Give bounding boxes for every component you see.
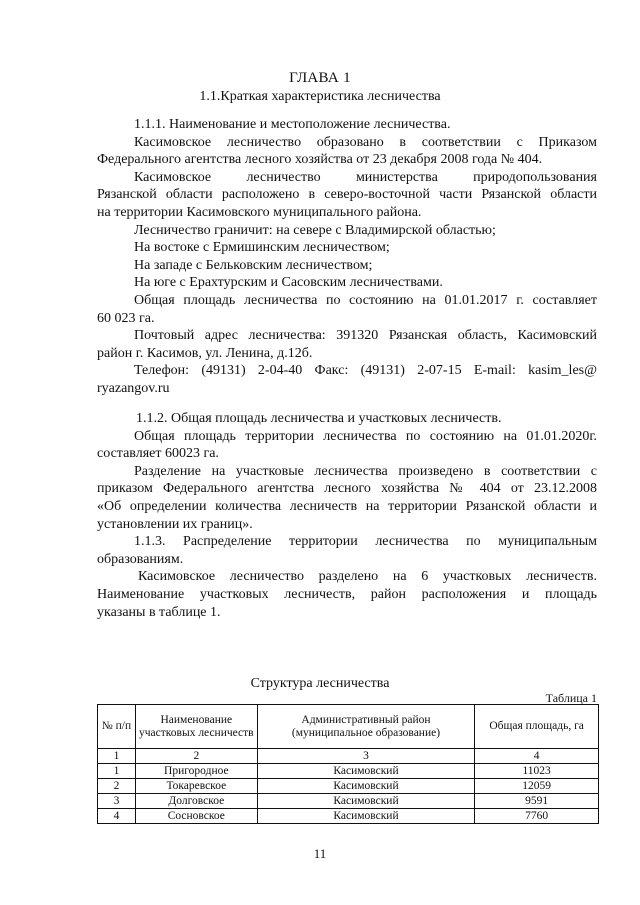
table-cell: Долговское [135,794,257,809]
paragraph-heading: 1.1.3. Распределение территории лесничества по муниципальным [134,534,597,550]
table-cell: 4 [475,749,599,764]
column-header-name: Наименование участковых лесничеств [135,705,257,749]
table-title: Структура лесничества [250,676,390,691]
text-line: Разделение на участковые лесничества произведено в соответствии с [134,463,597,479]
text-line: Лесничество граничит: на севере с Владимирской областью; [134,222,496,238]
table-cell: 2 [98,779,136,794]
text-line: На востоке с Ермишинским лесничеством; [134,240,390,256]
table-header-row [98,705,599,749]
table-row [98,779,599,794]
table-cell: 3 [257,749,475,764]
table-cell: Сосновское [135,809,257,824]
table-row [98,794,599,809]
text-line: Касимовское лесничество разделено на 6 участковых лесничеств. [138,569,597,585]
table-cell: Касимовский [257,764,475,779]
email-continuation: ryazangov.ru [97,380,170,396]
text-line: Касимовское лесничество министерства природопользования [134,169,597,185]
table-cell: Касимовский [257,779,475,794]
text-line: Наименование участковых лесничеств, район расположения и площадь [97,586,597,602]
text-line: Федерального агентства лесного хозяйства от 23 декабря 2008 года № 404. [97,152,543,168]
text-line: 60 023 га. [97,310,155,326]
table-row [98,764,599,779]
page-number: 11 [313,846,327,861]
contact-phones: Телефон: (49131) 2-04-40 Факс: (49131) 2-07-15 E-mail: kasim_les@ [134,363,597,379]
text-line: На западе с Бельковским лесничеством; [134,257,373,273]
table-cell: Токаревское [135,779,257,794]
paragraph-heading: 1.1.2. Общая площадь лесничества и участковых лесничеств. [136,411,502,426]
text-line: На юге с Ерахтурским и Сасовским лесничествами. [134,275,443,291]
text-line: Общая площадь лесничества по состоянию на 01.01.2017 г. составляет [134,292,597,308]
structure-table [97,704,599,824]
section-1-1-2 [97,410,597,621]
text-line: составляет 60023 га. [97,446,219,462]
text-line: «Об определении количества лесничеств на территории Рязанской области и [97,498,597,514]
column-header-area: Общая площадь, га [475,705,599,749]
text-line: образованиям. [97,551,184,567]
postal-address: Почтовый адрес лесничества: 391320 Рязанская область, Касимовский [134,328,597,344]
text-line: Общая площадь территории лесничества по состоянию на 01.01.2020г. [134,428,597,444]
table-cell: 2 [135,749,257,764]
chapter-heading: ГЛАВА 1 [289,70,351,86]
column-header-number: № п/п [98,705,136,749]
table-cell: Пригородное [135,764,257,779]
text-line: указаны в таблице 1. [97,604,221,620]
table-cell: 12059 [475,779,599,794]
table-cell: 1 [98,764,136,779]
table-numbering-row [98,749,599,764]
table-cell: 4 [98,809,136,824]
table-cell: 7760 [475,809,599,824]
text-line: установлении их границ». [97,516,253,532]
text-line: приказом Федерального агентства лесного хозяйства № 404 от 23.12.2008 [97,481,597,497]
table-cell: 11023 [475,764,599,779]
text-line: на территории Касимовского муниципального района. [97,204,422,220]
text-line: район г. Касимов, ул. Ленина, д.12б. [97,345,313,361]
table-row [98,809,599,824]
table-label: Таблица 1 [545,691,597,705]
table-cell: 1 [98,749,136,764]
paragraph-heading: 1.1.1. Наименование и местоположение лесничества. [134,117,451,132]
column-header-district: Административный район (муниципальное образование) [257,705,475,749]
table-cell: 9591 [475,794,599,809]
table-cell: 3 [98,794,136,809]
section-1-1-1 [97,116,597,398]
text-line: Рязанской области расположено в северо-восточной части Рязанской области [97,187,597,203]
section-title: 1.1.Краткая характеристика лесничества [199,89,441,104]
table-cell: Касимовский [257,809,475,824]
table-cell: Касимовский [257,794,475,809]
text-line: Касимовское лесничество образовано в соответствии с Приказом [134,134,597,150]
